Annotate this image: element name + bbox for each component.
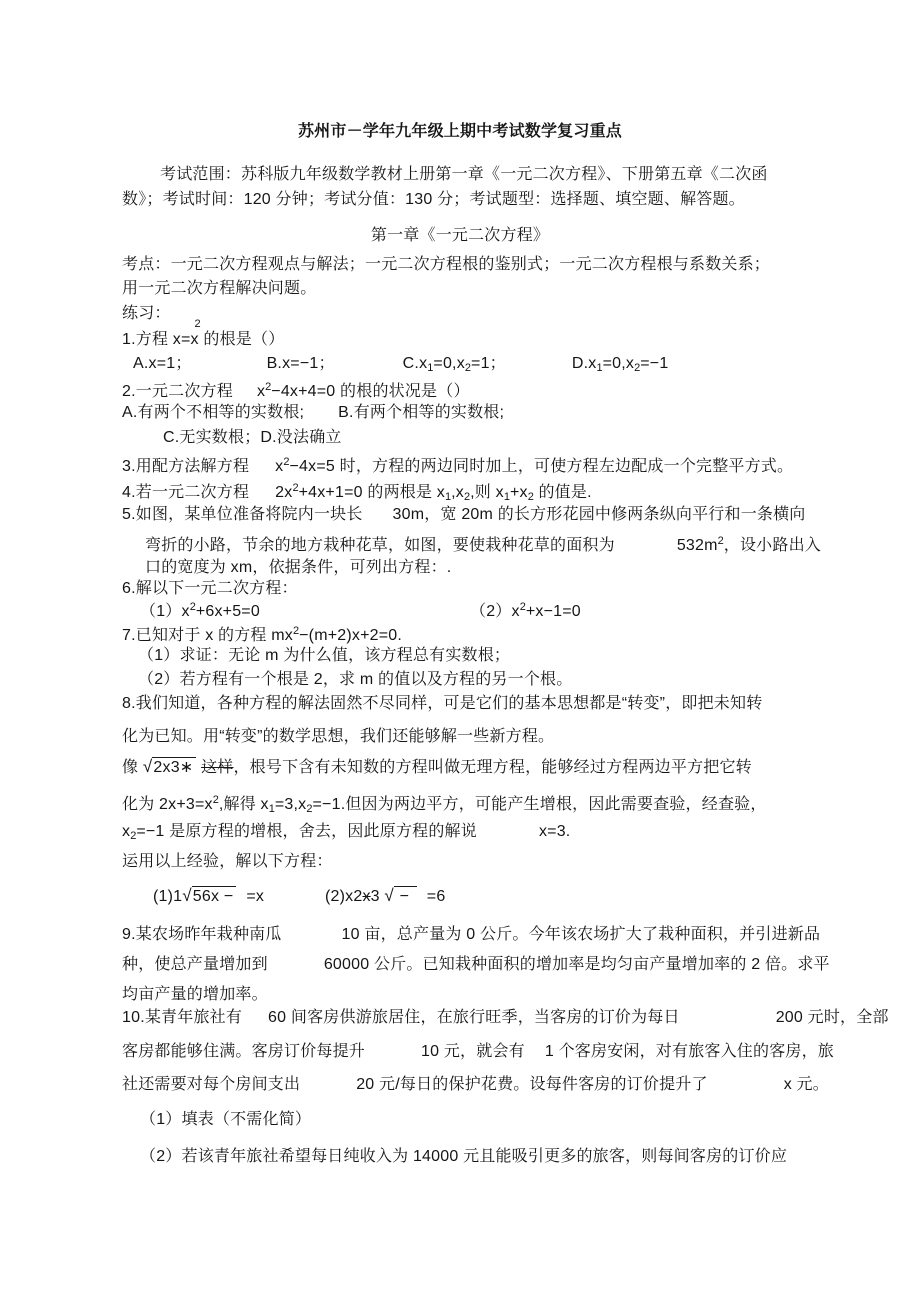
text-run: =−1	[640, 355, 669, 372]
subscript: 1	[268, 803, 275, 815]
radical-sign-icon: √	[182, 886, 192, 905]
problem-2	[122, 377, 470, 402]
text-run: 数》；考试时间：120 分钟；考试分值：130 分；考试题型：选择题、填空题、解答题。	[122, 191, 745, 208]
superscript: 2	[212, 794, 219, 806]
text-run: （2）若该青年旅社希望每日纯收入为 14000 元且能吸引更多的旅客，则每间客房的订价应	[140, 1148, 788, 1165]
problem-9-line2	[122, 955, 830, 975]
text-run: 口的宽度为 xm，依据条件，可列出方程：.	[145, 559, 452, 576]
exam-scope-line2	[122, 190, 745, 210]
text-run: +6x+5=0	[195, 603, 260, 620]
text-run: C.无实数根；D.没法确立	[163, 429, 342, 446]
text-run: x	[256, 383, 266, 400]
problem-1-options	[133, 354, 668, 378]
text-run: 的值是.	[533, 484, 592, 501]
text-run: 弯折的小路，节余的地方栽种花草，如图，要使栽种花草的面积为	[145, 537, 615, 554]
text-run: 练习：	[122, 305, 171, 322]
text-run: 9.某农场昨年栽种南瓜	[122, 926, 282, 943]
text-run: 用一元二次方程解决问题。	[122, 280, 317, 297]
subscript: 1	[503, 491, 510, 503]
text-run: =1；	[471, 355, 506, 372]
problem-8-eq2	[325, 886, 445, 907]
chapter-heading	[0, 226, 920, 246]
problem-8-line6	[122, 852, 333, 872]
problem-10-part1	[140, 1110, 311, 1130]
text-run: +x−1=0	[525, 603, 581, 620]
tab-gap	[363, 518, 393, 519]
text-run: 1.方程 x=	[122, 331, 191, 348]
problem-5-line3	[145, 558, 451, 578]
radicand: 56x −	[192, 886, 237, 907]
subscript: 2	[306, 803, 313, 815]
text-run: 苏州市－学年九年级上期中考试数学复习重点	[297, 123, 622, 140]
text-run: C.x	[402, 355, 428, 372]
tab-gap	[268, 968, 324, 969]
text-run: ,x	[451, 484, 464, 501]
problem-5-line2	[145, 531, 821, 556]
text-run: 考试范围：苏科版九年级数学教材上册第一章《一元二次方程》、下册第五章《二次函	[160, 166, 768, 183]
tab-gap	[335, 367, 403, 368]
text-run: 种，使总产量增加到	[122, 956, 268, 973]
subscript: 2	[527, 491, 534, 503]
text-run: −4x+4=0 的根的状况是（）	[271, 383, 470, 400]
text-run: （1）求证：无论 m 为什么值，该方程总有实数根；	[138, 647, 511, 664]
problem-9-line1	[122, 925, 820, 945]
tab-gap	[300, 1088, 356, 1089]
text-run: 6.解以下一元二次方程：	[122, 580, 298, 597]
text-run: +x	[509, 484, 528, 501]
problem-8-eq1	[153, 886, 264, 907]
text-run: =−1.但因为两边平方，可能产生增根，因此需要查验，经查验，	[312, 796, 767, 813]
tab-gap	[236, 900, 246, 901]
subscript: 2	[634, 362, 641, 374]
text-run: +4x+1=0 的两根是 x	[298, 484, 446, 501]
text-run: ，根号下含有未知数的方程叫做无理方程，能够经过方程两边平方把它转	[233, 759, 752, 776]
problem-7	[122, 621, 402, 646]
text-run: x	[275, 458, 284, 475]
text-run: D.x	[571, 355, 597, 372]
text-run: 10 亩，总产量为 0 公斤。今年该农场扩大了栽种面积，并引进新品	[341, 926, 821, 943]
problem-3	[122, 452, 793, 477]
doc-title	[0, 122, 920, 142]
text-run: （1）填表（不需化简）	[140, 1111, 312, 1128]
text-run: 5.如图，某单位准备将院内一块长	[122, 506, 363, 523]
text-run: 4.若一元二次方程	[122, 484, 250, 501]
problem-8-line2	[122, 727, 554, 747]
problem-9-line3	[122, 985, 268, 1005]
problem-8-line5	[122, 822, 570, 846]
problem-4	[122, 478, 592, 507]
text-run: 10.某青年旅社有	[122, 1009, 243, 1026]
text-run: 8.我们知道，各种方程的解法固然不尽同样，可是它们的基本思想都是“转变”，即把未知转	[122, 695, 763, 712]
text-run: 的根是（）	[198, 331, 285, 348]
tab-gap	[233, 395, 257, 396]
text-run: =3,x	[274, 796, 307, 813]
subscript: 2	[464, 491, 471, 503]
tab-gap	[365, 1055, 421, 1056]
problem-6	[122, 579, 298, 599]
radical-sign-icon: √	[142, 757, 153, 776]
text-run: x=3.	[538, 823, 571, 840]
text-run: 2.一元二次方程	[122, 383, 233, 400]
text-run: 第一章《一元二次方程》	[370, 227, 550, 244]
tab-gap	[506, 367, 572, 368]
radicand: −	[394, 886, 417, 907]
text-run: 7.已知对于 x 的方程 mx	[122, 627, 294, 644]
text-run: ，设小路出入	[723, 537, 821, 554]
superscript: 2	[292, 482, 299, 494]
struck-text: 这样	[201, 759, 234, 776]
text-run: 社还需要对每个房间支出	[122, 1076, 301, 1093]
text-run: (2)x2	[325, 888, 363, 905]
tab-gap	[615, 549, 677, 550]
text-run: 200 元时，全部	[775, 1009, 889, 1026]
text-run: =−1 是原方程的增根，舍去，因此原方程的解说	[136, 823, 477, 840]
problem-8-line3	[122, 757, 752, 778]
text-run: 30m，宽 20m 的长方形花园中修两条纵向平行和一条横向	[392, 506, 806, 523]
struck-text: x	[362, 888, 371, 905]
text-run: ,则 x	[470, 484, 504, 501]
text-run: 均亩产量的增加率。	[122, 986, 268, 1003]
text-run: =x	[246, 888, 265, 905]
tab-gap	[477, 835, 539, 836]
text-run: B.有两个相等的实数根;	[338, 404, 505, 421]
radical-sign-icon: √	[384, 886, 394, 905]
superscript: 2	[283, 456, 290, 468]
subscript: 1	[427, 362, 434, 374]
problem-7-part1	[138, 646, 510, 666]
tab-gap	[249, 496, 275, 497]
tab-gap	[525, 1055, 545, 1056]
problem-10-line2	[122, 1042, 834, 1062]
problem-7-part2	[138, 670, 572, 690]
problem-10-line3	[122, 1075, 829, 1095]
text-run: 3.用配方法解方程	[122, 458, 250, 475]
practice-label	[122, 304, 171, 324]
tab-gap	[708, 1088, 784, 1089]
stacked-term: x 2	[190, 318, 201, 348]
radical-expression	[384, 886, 416, 907]
problem-10-part2	[140, 1147, 787, 1167]
superscript: 2	[265, 381, 272, 393]
text-run: −4x=5 时，方程的两边同时加上，可使方程左边配成一个完整平方式。	[289, 458, 794, 475]
text-run: −(m+2)x+2=0.	[299, 627, 403, 644]
text-run: 60000 公斤。已知栽种面积的增加率是均匀亩产量增加率的 2 倍。求平	[323, 956, 830, 973]
problem-2-options-cd	[163, 428, 342, 448]
text-run: 像	[122, 759, 143, 776]
problem-6-eq2	[470, 597, 581, 622]
text-run: (1)1	[153, 888, 183, 905]
tab-gap	[249, 470, 275, 471]
text-run: 20 元/每日的保护花费。设每件客房的订价提升了	[356, 1076, 708, 1093]
tab-gap	[242, 1021, 268, 1022]
key-points-line2	[122, 279, 316, 299]
text-run: =6	[426, 888, 446, 905]
text-run: ,解得 x	[218, 796, 269, 813]
text-run: A.有两个不相等的实数根;	[122, 404, 305, 421]
superscript: 2	[717, 535, 724, 547]
text-run: 化为已知。用“转变”的数学思想，我们还能够解一些新方程。	[122, 728, 555, 745]
text-run: A.x=1；	[133, 355, 192, 372]
subscript: 2	[130, 830, 137, 842]
tab-gap	[417, 900, 427, 901]
text-run: 运用以上经验，解以下方程：	[122, 853, 333, 870]
radical-expression	[182, 886, 236, 907]
tab-gap	[282, 938, 342, 939]
text-run: B.x=−1；	[266, 355, 335, 372]
text-run: 2x	[275, 484, 293, 501]
text-run: （2）x	[470, 603, 520, 620]
text-run: （1）x	[140, 603, 190, 620]
text-run: =0,x	[433, 355, 465, 372]
problem-10-line1	[122, 1008, 889, 1028]
problem-8-line1	[122, 694, 762, 714]
text-run: 60 间客房供游旅居住，在旅行旺季，当客房的订价为每日	[268, 1009, 680, 1026]
superscript: 2	[519, 601, 526, 613]
subscript: 2	[464, 362, 472, 374]
text-run: 客房都能够住满。客房订价每提升	[122, 1043, 366, 1060]
text-run: 考点：一元二次方程观点与解法；一元二次方程根的鉴别式；一元二次方程根与系数关系；	[122, 256, 771, 273]
exam-scope-line1	[160, 165, 768, 185]
problem-6-eq1	[140, 597, 260, 622]
subscript: 1	[445, 491, 452, 503]
text-run: 1 个客房安闲，对有旅客入住的客房，旅	[544, 1043, 835, 1060]
text-run: 化为 2x+3=x	[122, 796, 213, 813]
tab-gap	[304, 416, 338, 417]
radical-expression	[143, 757, 197, 778]
text-run: 3	[370, 888, 385, 905]
superscript: 2	[293, 625, 300, 637]
problem-8-line4	[122, 790, 767, 819]
superscript: 2	[189, 601, 196, 613]
superscript: 2	[194, 318, 201, 330]
key-points-line1	[122, 255, 770, 275]
tab-gap	[680, 1021, 776, 1022]
tab-gap	[192, 367, 267, 368]
text-run: x 元。	[783, 1076, 829, 1093]
problem-5-line1	[122, 505, 806, 525]
problem-2-options-ab	[122, 403, 504, 423]
text-run: =0,x	[602, 355, 635, 372]
text-run: 532m	[676, 537, 718, 554]
text-run: 10 元，就会有	[421, 1043, 525, 1060]
text-run: （2）若方程有一个根是 2，求 m 的值以及方程的另一个根。	[138, 671, 573, 688]
radicand: 2x3∗	[152, 757, 196, 778]
problem-1	[122, 318, 285, 350]
text-run: x	[122, 823, 131, 840]
subscript: 1	[596, 362, 603, 374]
